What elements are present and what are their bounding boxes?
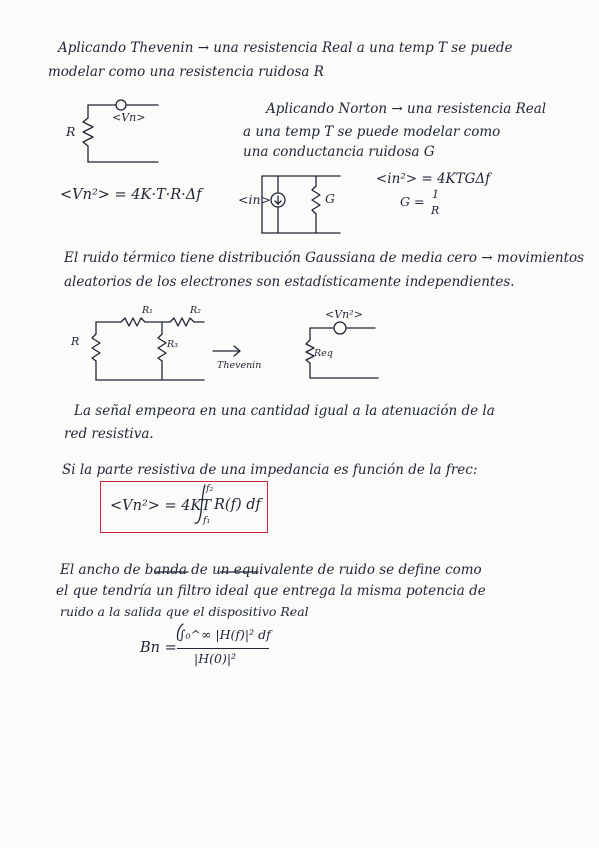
formula-g-lhs: G = [400,194,425,209]
formula-bn-denominator: |H(0)|² [194,651,237,666]
bandwidth-line-1: El ancho de banda de un equivalente de ruido se define como [60,562,482,578]
impedance-line-1: Si la parte resistiva de una impedancia es función de la frec: [62,462,478,478]
thevenin-circuit-diagram [83,100,158,162]
formula-in-norton: <in²> = 4KTGΔf [376,171,491,187]
label-r1: R₁ [142,305,153,316]
label-vn-source: <Vn> [112,111,146,124]
bn-integral-sign [177,624,183,640]
label-req: Req [314,348,333,359]
thevenin-line-1: Aplicando Thevenin → una resistencia Real a una temp T se puede [58,40,513,56]
label-vn-eq: <Vn²> [325,308,363,321]
signal-line-2: red resistiva. [64,426,154,442]
formula-vn-integral-lhs: <Vn²> = 4KT [110,498,212,514]
bandwidth-line-3: ruido a la salida que el dispositivo Real [60,604,309,619]
bandwidth-line-2: el que tendría un filtro ideal que entrega la misma potencia de [56,583,486,599]
signal-line-1: La señal empeora en una cantidad igual a la atenuación de la [74,403,495,419]
formula-g-num: 1 [432,188,439,201]
formula-bn-lhs: Bn = [140,640,177,656]
thevenin-line-2: modelar como una resistencia ruidosa R [48,64,324,80]
formula-vn-integral-body: R(f) df [214,497,261,513]
norton-line-1: Aplicando Norton → una resistencia Real [266,101,547,117]
resistor-network-diagram [92,318,204,380]
norton-circuit-diagram [262,176,340,233]
label-g-resistor: G [325,191,335,206]
thermal-line-1: El ruido térmico tiene distribución Gaussiana de media cero → movimientos [64,250,585,266]
integral-sign [195,485,205,523]
label-r3: R₃ [167,339,178,350]
formula-g-den: R [431,204,440,217]
label-in-source: <in> [238,192,271,207]
formula-bn-numerator: ∫₀^∞ |H(f)|² df [179,627,271,642]
integral-upper-limit: f₂ [206,483,214,494]
label-thevenin-arrow: Thevenin [217,360,262,371]
arrow-icon [213,346,240,356]
label-r-left: R [66,124,76,139]
thevenin-equivalent-diagram [306,322,378,378]
norton-line-3: una conductancia ruidosa G [243,144,435,160]
norton-line-2: a una temp T se puede modelar como [243,124,501,140]
integral-lower-limit: f₁ [203,515,211,526]
label-r-main: R [71,335,80,348]
label-r2: R₂ [190,305,201,316]
thermal-line-2: aleatorios de los electrones son estadísticamente independientes. [64,274,515,290]
formula-vn-thevenin: <Vn²> = 4K·T·R·Δf [60,187,202,203]
